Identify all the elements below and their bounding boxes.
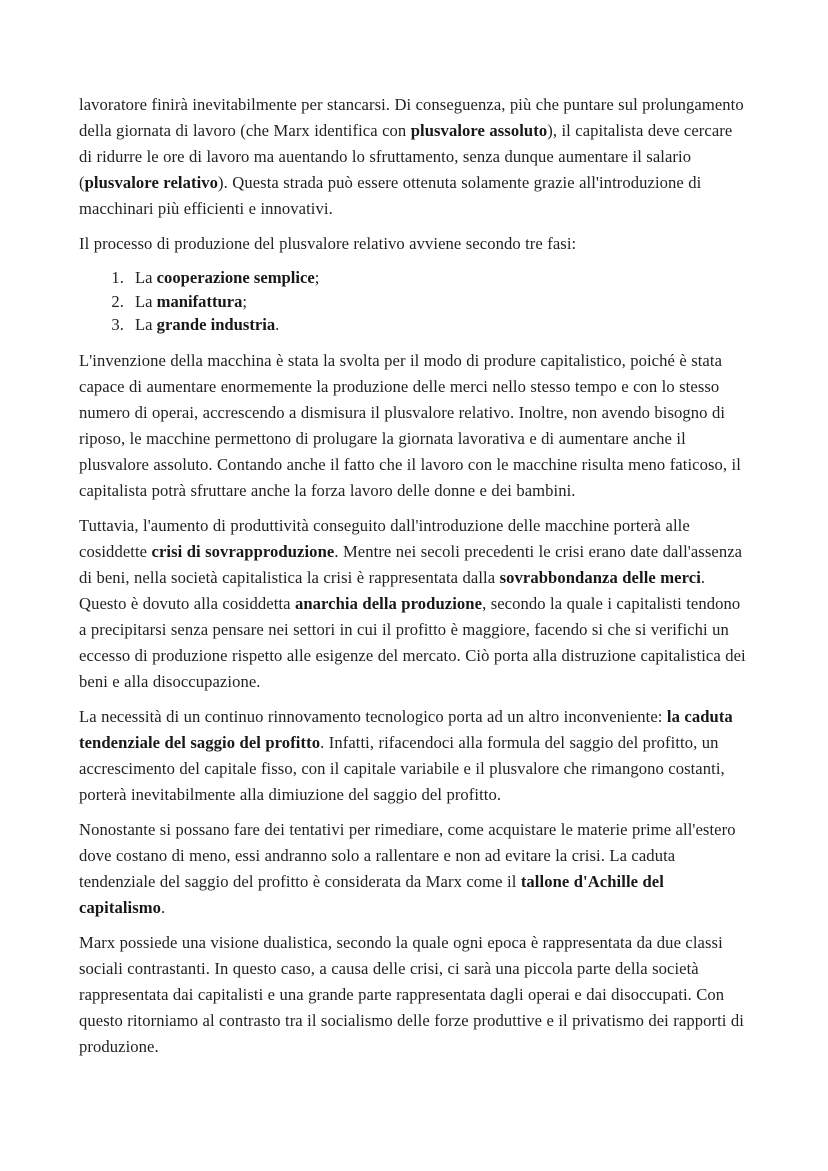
paragraph xyxy=(79,817,749,921)
document-body xyxy=(79,92,749,1060)
list-item xyxy=(128,313,749,337)
text-run: Marx possiede una visione dualistica, secondo la quale ogni epoca è rappresentata da due classi sociali contrastanti. In questo caso, a causa delle crisi, ci sarà una piccola parte della società rappresentata dai capitalisti e una grande parte rappresentata dagli operai e dai disoccupati. Con questo ritorniamo al contrasto tra il socialismo delle forze produttive e il privatismo dei rapporti di produzione. xyxy=(79,932,744,1056)
paragraph xyxy=(79,930,749,1060)
paragraph xyxy=(79,92,749,222)
text-run: La xyxy=(135,315,157,334)
bold-term: plusvalore assoluto xyxy=(410,121,548,140)
bold-term: cooperazione semplice xyxy=(156,268,315,287)
ordered-list xyxy=(79,266,749,337)
text-run: . Mentre nei secoli precedenti le crisi erano date dall'assenza di beni, nella società capitalistica la crisi è rappresentata dalla xyxy=(79,541,743,587)
bold-term: plusvalore relativo xyxy=(84,173,219,192)
list-item-text xyxy=(135,268,319,287)
text-run: lavoratore finirà inevitabilmente per stancarsi. Di conseguenza, più che puntare sul prolungamento della giornata di lavoro (che Marx identifica con xyxy=(79,95,744,140)
list-item xyxy=(128,266,749,290)
text-run: L'invenzione della macchina è stata la svolta per il modo di produre capitalistico, poiché è stata capace di aumentare enormemente la produzione delle merci nello stesso tempo e con lo stesso numero di operai, accrescendo a dismisura il plusvalore relativo. Inoltre, non avendo bisogno di riposo, le macchine permettono di prolugare la giornata lavorativa e di aumentare anche il plusvalore assoluto. Contando anche il fatto che il lavoro con le macchine risulta meno faticoso, il capitalista potrà sfruttare anche la forza lavoro delle donne e dei bambini. xyxy=(79,350,741,500)
text-run: . xyxy=(161,897,166,917)
text-run: . Infatti, rifacendoci alla formula del saggio del profitto, un accrescimento del capitale fisso, con il capitale variabile e il plusvalore che rimangono costanti, porterà inevitabilmente alla dimiuzione del saggio del profitto. xyxy=(79,732,725,804)
bold-term: manifattura xyxy=(156,291,243,311)
text-run: La necessità di un continuo rinnovamento tecnologico porta ad un altro inconveniente: xyxy=(79,706,667,726)
text-run: ). Questa strada può essere ottenuta solamente grazie all'introduzione di macchinari più efficienti e innovativi. xyxy=(79,173,702,218)
bold-term: grande industria xyxy=(156,315,276,334)
bold-term: sovrabbondanza delle merci xyxy=(499,567,701,587)
bold-term: crisi di sovrapproduzione xyxy=(151,541,335,561)
list-item xyxy=(128,290,749,314)
text-run: , secondo la quale i capitalisti tendono a precipitarsi senza pensare nei settori in cui il profitto è maggiore, facendo si che si verifichi un eccesso di produzione rispetto alle esigenze del mercato. Ciò porta alla distruzione capitalistica dei beni e alla disoccupazione. xyxy=(79,593,746,691)
bold-term: anarchia della produzione xyxy=(294,593,483,613)
text-run: . Questo è dovuto alla cosiddetta xyxy=(79,567,706,613)
paragraph xyxy=(79,348,749,504)
text-run: La xyxy=(135,268,157,287)
text-run: ), il capitalista deve cercare di ridurre le ore di lavoro ma auentando lo sfruttamento, senza dunque aumentare il salario ( xyxy=(79,121,733,192)
text-run: . xyxy=(275,315,280,334)
text-run: Il processo di produzione del plusvalore relativo avviene secondo tre fasi: xyxy=(79,234,577,253)
list-item-text xyxy=(135,292,247,311)
bold-term: tallone d'Achille del capitalismo xyxy=(79,871,664,917)
text-run: Tuttavia, l'aumento di produttività conseguito dall'introduzione delle macchine porterà alle cosiddette xyxy=(79,515,690,561)
text-run: ; xyxy=(314,268,320,287)
paragraph xyxy=(79,704,749,808)
paragraph xyxy=(79,231,749,257)
text-run: ; xyxy=(242,291,248,311)
list-item-text xyxy=(135,315,279,334)
text-run: Nonostante si possano fare dei tentativi per rimediare, come acquistare le materie prime all'estero dove costano di meno, essi andranno solo a rallentare e non ad evitare la crisi. La caduta tendenziale del saggio del profitto è considerata da Marx come il xyxy=(79,819,736,891)
text-run: La xyxy=(135,291,157,311)
paragraph xyxy=(79,513,749,695)
bold-term: la caduta tendenziale del saggio del profitto xyxy=(79,706,733,752)
